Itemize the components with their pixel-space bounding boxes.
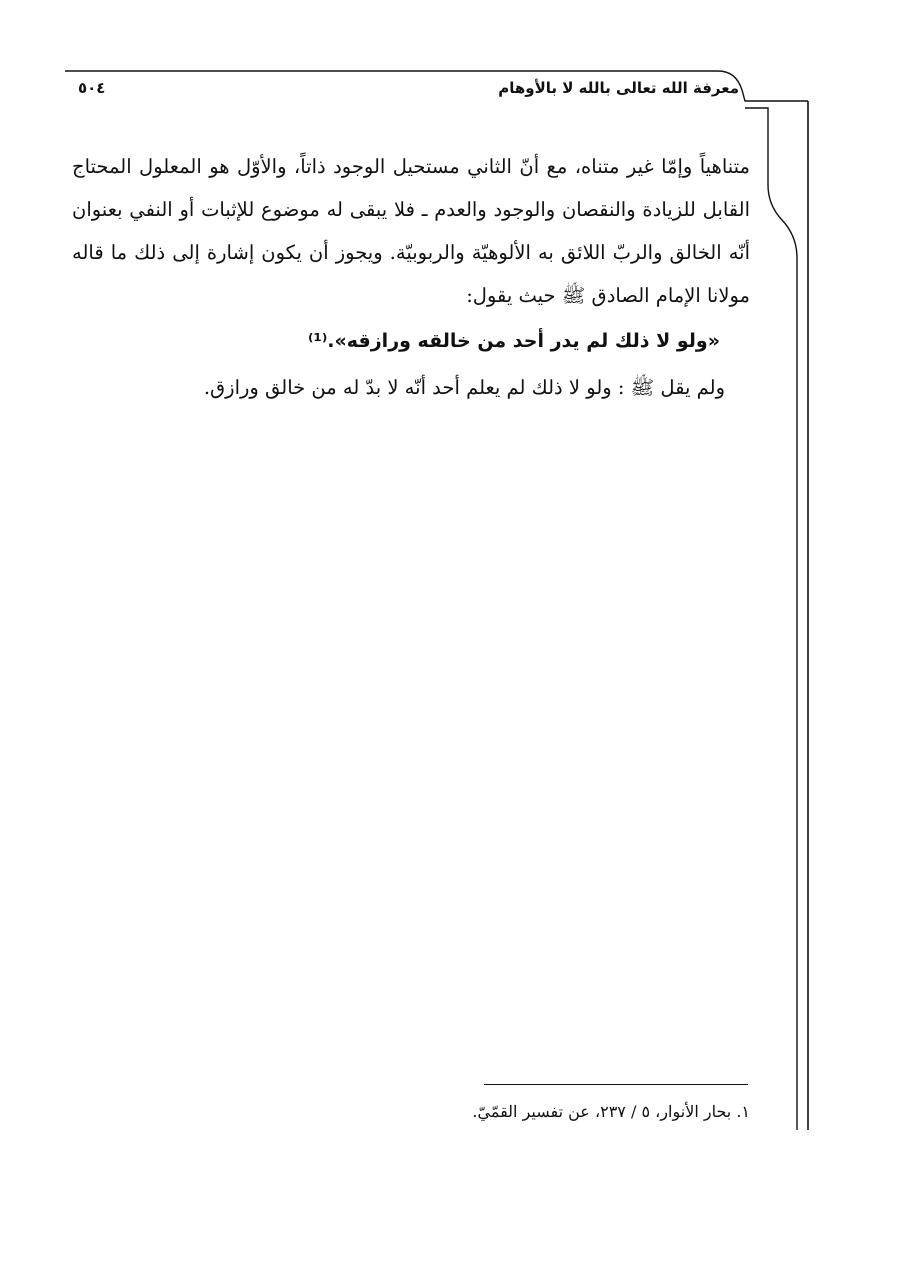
footnote: ١. بحار الأنوار، ٥ / ٢٣٧، عن تفسير القمّيّ. [472, 1102, 750, 1121]
border-inner [745, 108, 797, 1130]
footnote-divider [484, 1084, 748, 1085]
page-number: ٥٠٤ [78, 79, 106, 97]
main-paragraph [72, 145, 750, 317]
closing-sentence: ولم يقل ﷺ : ولو لا ذلك لم يعلم أحد أنّه لا بدّ له من خالق ورازق. [203, 376, 725, 399]
hadith-quote: «ولو لا ذلك لم يدر أحد من خالقه ورازقه».⁽¹⁾ [308, 330, 720, 352]
running-title: معرفة الله تعالى بالله لا بالأوهام [498, 79, 739, 97]
paragraph-text: متناهياً وإمّا غير متناه، مع أنّ الثاني مستحيل الوجود ذاتاً، والأوّل هو المعلول المحتاج القابل للزيادة والنقصان والوجود والعدم ـ فلا يبقى له موضوع للإثبات أو النفي بعنوان أنّه الخالق والربّ اللائق به الألوهيّة والربوبيّة. ويجوز أن يكون إشارة إلى ذلك ما قاله مولانا الإمام الصادق ﷺ حيث يقول: [72, 155, 750, 307]
